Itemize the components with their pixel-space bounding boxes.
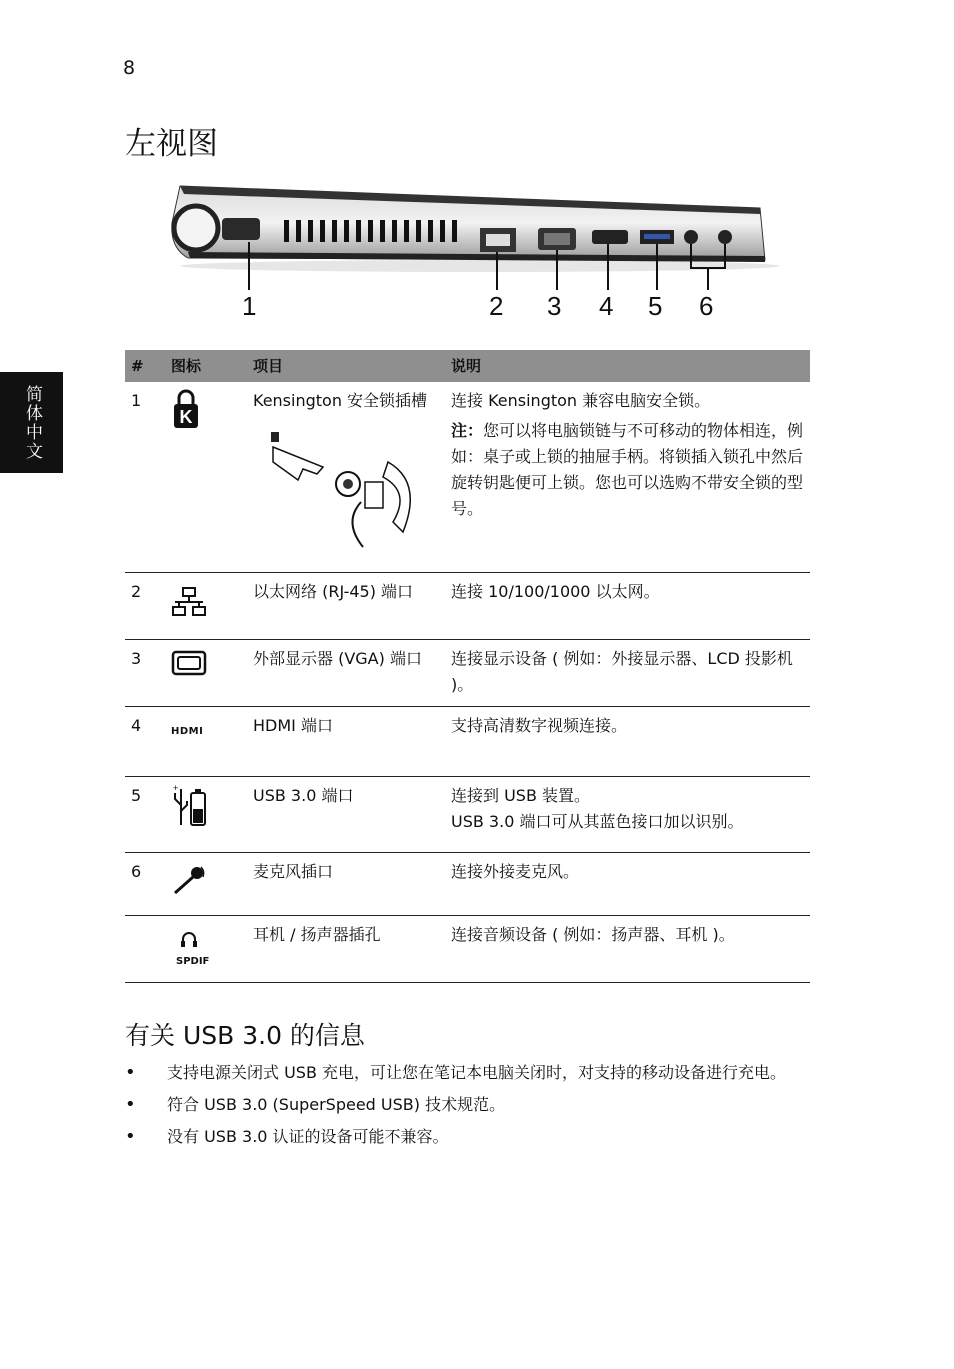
row-item: 以太网络 (RJ-45) 端口 (247, 572, 445, 639)
table-row (125, 776, 810, 852)
desc-text-2: USB 3.0 端口可从其蓝色接口加以识别。 (451, 811, 744, 831)
row-desc: 连接外接麦克风。 (445, 852, 810, 915)
row-icon (165, 852, 247, 915)
row-item: 耳机 / 扬声器插孔 (247, 915, 445, 982)
row-num (125, 915, 165, 982)
port-spec-table (125, 350, 810, 983)
row-item (247, 382, 445, 572)
row-desc: 连接显示设备 ( 例如：外接显示器、LCD 投影机 )。 (445, 639, 810, 706)
spdif-label: SPDIF (176, 955, 210, 967)
row-num: 4 (125, 706, 165, 776)
note-label: 注： (451, 421, 484, 440)
row-num: 6 (125, 852, 165, 915)
svg-text:+: + (173, 782, 179, 793)
desc-text: 连接 Kensington 兼容电脑安全锁。 (451, 391, 711, 410)
row-item: 外部显示器 (VGA) 端口 (247, 639, 445, 706)
item-label: Kensington 安全锁插槽 (253, 391, 428, 410)
callout-1: 1 (242, 291, 257, 321)
table-row (125, 915, 810, 982)
svg-text:K: K (179, 407, 193, 427)
callout-2: 2 (489, 291, 504, 321)
row-num: 1 (125, 382, 165, 572)
row-item: HDMI 端口 (247, 706, 445, 776)
usb-bullet-list (125, 1060, 815, 1156)
callout-4: 4 (599, 291, 614, 321)
row-desc: 连接 10/100/1000 以太网。 (445, 572, 810, 639)
row-icon (165, 776, 247, 852)
ethernet-icon (171, 587, 207, 617)
callout-6: 6 (699, 291, 714, 321)
kensington-lock-icon (171, 388, 201, 430)
row-desc: 连接音频设备 ( 例如：扬声器、耳机 )。 (445, 915, 810, 982)
row-num: 3 (125, 639, 165, 706)
usb-section-heading: 有关 USB 3.0 的信息 (125, 1021, 365, 1050)
table-row (125, 382, 810, 572)
desc-text: 连接到 USB 装置。 (451, 785, 591, 805)
callout-5: 5 (648, 291, 663, 321)
table-row (125, 706, 810, 776)
list-item: • 符合 USB 3.0 (SuperSpeed USB) 技术规范。 (125, 1092, 815, 1118)
row-item: 麦克风插口 (247, 852, 445, 915)
list-item: • 支持电源关闭式 USB 充电，可让您在笔记本电脑关闭时，对支持的移动设备进行充电。 (125, 1060, 815, 1086)
page-number: 8 (123, 57, 136, 79)
callout-3: 3 (547, 291, 562, 321)
table-row (125, 639, 810, 706)
side-tab-label: 简体中文 (22, 384, 42, 461)
header-item: 项目 (247, 350, 445, 382)
row-num: 2 (125, 572, 165, 639)
row-icon (165, 915, 247, 982)
row-desc: 支持高清数字视频连接。 (445, 706, 810, 776)
table-header-row (125, 350, 810, 382)
note-text: 您可以将电脑锁链与不可移动的物体相连，例如：桌子或上锁的抽屉手柄。将锁插入锁孔中然后旋转钥匙便可上锁。您也可以选购不带安全锁的型号。 (451, 421, 804, 518)
row-desc (445, 382, 810, 572)
language-side-tab (0, 372, 63, 473)
microphone-icon (171, 865, 207, 897)
laptop-left-view-diagram (160, 178, 780, 328)
table-row (125, 852, 810, 915)
row-icon (165, 572, 247, 639)
hdmi-icon: HDMI (171, 725, 204, 737)
page-title: 左视图 (125, 126, 218, 162)
row-num: 5 (125, 776, 165, 852)
row-item: USB 3.0 端口 (247, 776, 445, 852)
header-icon: 图标 (165, 350, 247, 382)
lock-cable-illustration (253, 422, 423, 552)
row-desc (445, 776, 810, 852)
row-icon (165, 706, 247, 776)
vga-icon (171, 650, 207, 676)
header-num: # (125, 350, 165, 382)
row-icon (165, 382, 247, 572)
usb-charge-icon (171, 783, 211, 829)
list-item: • 没有 USB 3.0 认证的设备可能不兼容。 (125, 1124, 815, 1150)
row-icon (165, 639, 247, 706)
headphone-icon (171, 930, 207, 948)
table-row (125, 572, 810, 639)
header-desc: 说明 (445, 350, 810, 382)
